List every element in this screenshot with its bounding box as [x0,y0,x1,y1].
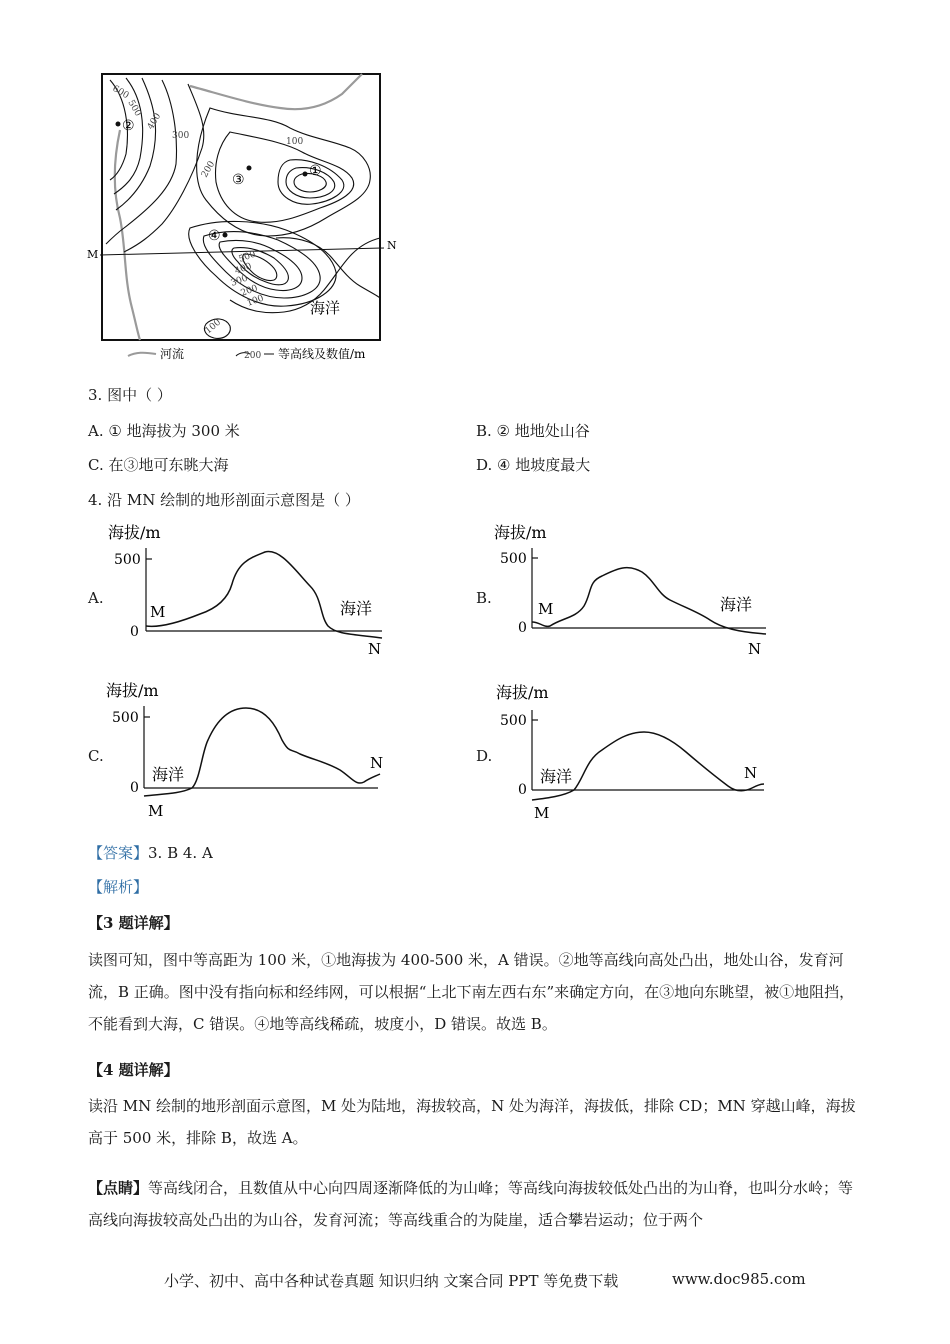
contour-value: 400 [145,111,164,132]
profile-y0: 0 [130,624,139,640]
analysis-tag: 【解析】 [88,878,149,896]
contour-value: 500 [237,249,258,265]
profile-ylabel: 海拔/m [494,523,547,542]
map-label-p1: ① [309,163,322,179]
profile-n: N [370,754,384,772]
point-4-dot [223,233,228,238]
detail3-text: 读图可知，图中等高距为 100 米，①地海拔为 400-500 米，A 错误。②地等高线向高处凸出，地处山谷，发育河流，B 正确。图中没有指向标和经纬网，可以根据“上北下南左西右东”来确定方向，在③地向东眺望，被①地阻挡，不能看到大海，C 错误。④地等高线稀疏，坡度小，D 错误。故选 B。 [88,951,855,1033]
profile-ylabel: 海拔/m [106,681,159,700]
map-label-n: N [387,239,397,252]
legend-river-line [128,353,156,356]
profile-y500: 500 [114,552,141,568]
profile-y500: 500 [500,551,527,567]
profile-sea: 海洋 [540,767,573,786]
profile-y500: 500 [500,713,527,729]
contour-value: 400 [233,261,254,277]
map-label-p3: ③ [232,172,245,188]
profile-n: N [748,640,762,658]
tip-text: 等高线闭合，且数值从中心向四周逐渐降低的为山峰；等高线向海拔较低处凸出的为山脊，也叫分水岭；等高线向海拔较高处凸出的为山谷，发育河流；等高线重合的为陡崖，适合攀岩运动；位于两个 [88,1179,854,1229]
detail4-text: 读沿 MN 绘制的地形剖面示意图，M 处为陆地，海拔较高，N 处为海洋，海拔低，排除 CD；MN 穿越山峰，海拔高于 500 米，排除 B，故选 A。 [88,1097,856,1147]
q3-option-a: A. ① 地海拔为 300 米 [88,422,240,440]
profile-y0: 0 [518,620,527,636]
map-label-p4: ④ [208,228,221,244]
profile-y0: 0 [518,782,527,798]
contour-value: 100 [286,137,304,147]
profile-m: M [150,603,166,621]
profile-sea: 海洋 [152,765,185,784]
profile-y500: 500 [112,710,139,726]
profile-n: N [744,764,758,782]
profile-m: M [534,804,550,822]
q3-option-c: C. 在③地可东眺大海 [88,456,229,474]
footer-url[interactable]: www.doc985.com [672,1270,806,1288]
tip-paragraph [88,1172,863,1236]
contour-value: 100 [203,317,224,337]
q3-option-d: D. ④ 地坡度最大 [476,456,591,474]
point-1-dot [303,172,308,177]
footer-left: 小学、初中、高中各种试卷真题 知识归纳 文案合同 PPT 等免费下载 [164,1272,619,1290]
profile-a [100,518,390,663]
profile-ylabel: 海拔/m [496,683,549,702]
contour-value: 200 [239,283,260,299]
answer-text: 3. B 4. A [148,844,213,862]
contour-value: 300 [172,131,190,141]
profile-d [488,678,778,828]
profile-c [100,676,390,826]
map-label-sea: 海洋 [310,299,341,317]
contour-value: 100 [245,293,266,309]
q4-stem: 4. 沿 MN 绘制的地形剖面示意图是（ ） [88,491,360,509]
q3-option-b: B. ② 地地处山谷 [476,422,590,440]
q3-stem: 3. 图中（ ） [88,386,172,404]
q4-option-a-letter: A. [88,589,104,607]
q4-option-b-letter: B. [476,589,492,607]
legend-contour-sample: 200 [244,351,262,361]
profile-ylabel: 海拔/m [108,523,161,542]
legend-river-text: 河流 [160,347,185,361]
point-2-dot [116,122,121,127]
profile-sea: 海洋 [340,599,373,618]
answer-line [88,843,213,863]
profile-m: M [148,802,164,820]
point-3-dot [247,166,252,171]
answer-tag: 【答案】 [88,844,149,862]
q4-option-c-letter: C. [88,747,104,765]
profile-b [488,518,778,663]
river-left [115,130,140,340]
contour-value: 200 [199,159,218,180]
contour-value: 500 [125,98,143,119]
contour-value: 600 [110,83,131,102]
detail3-tag: 【3 题详解】 [88,914,179,932]
tip-tag: 【点睛】 [88,1179,149,1197]
profile-curve [146,552,382,638]
legend-contour-text: 等高线及数值/m [278,347,366,361]
contour-value: 300 [229,273,250,289]
detail4-tag: 【4 题详解】 [88,1061,179,1079]
river-top [190,74,362,109]
map-label-m: M [87,248,99,261]
map-label-p2: ② [122,118,135,134]
profile-y0: 0 [130,780,139,796]
contour-map [80,68,400,368]
profile-sea: 海洋 [720,595,753,614]
profile-n: N [368,640,382,658]
profile-m: M [538,600,554,618]
q4-option-d-letter: D. [476,747,493,765]
